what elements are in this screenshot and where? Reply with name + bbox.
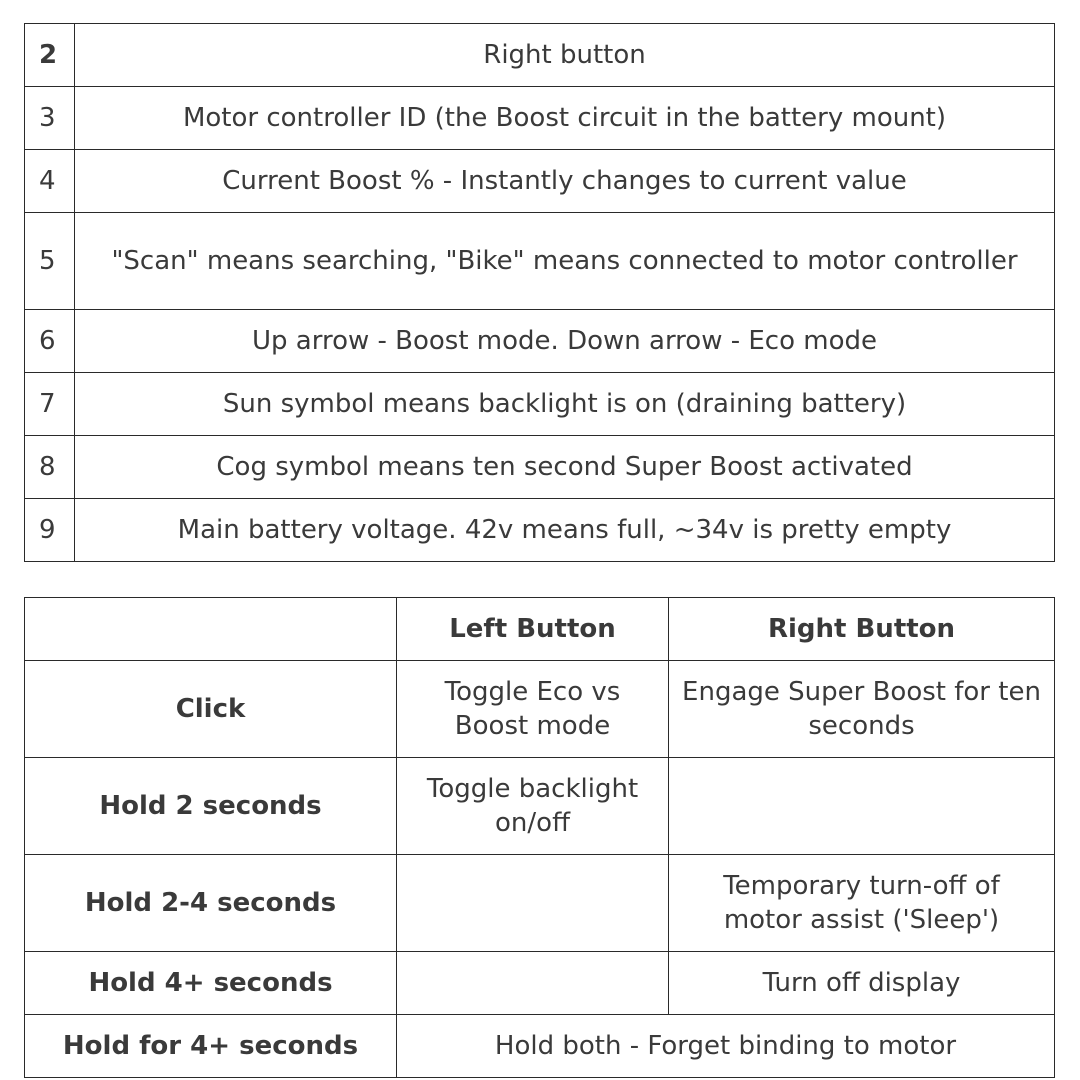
legend-description: "Scan" means searching, "Bike" means connected to motor controller: [75, 213, 1055, 310]
legend-description: Sun symbol means backlight is on (draining battery): [75, 373, 1055, 436]
action-label: Hold for 4+ seconds: [25, 1015, 397, 1078]
table-row: [25, 1015, 1055, 1078]
right-button-effect: [669, 758, 1055, 855]
action-label: Click: [25, 661, 397, 758]
header-action: [25, 598, 397, 661]
table-row: [25, 499, 1055, 562]
table-row: [25, 87, 1055, 150]
right-button-effect: Temporary turn-off of motor assist ('Sleep'): [669, 855, 1055, 952]
table-row: [25, 661, 1055, 758]
legend-description: Right button: [75, 24, 1055, 87]
legend-number: [25, 0, 75, 24]
button-actions-table: [24, 597, 1055, 1078]
legend-number: 4: [25, 150, 75, 213]
table-row: [25, 758, 1055, 855]
header-left-button: Left Button: [397, 598, 669, 661]
legend-number: 5: [25, 213, 75, 310]
legend-number: 9: [25, 499, 75, 562]
legend-description: Main battery voltage. 42v means full, ~34v is pretty empty: [75, 499, 1055, 562]
legend-number: 3: [25, 87, 75, 150]
legend-number: 8: [25, 436, 75, 499]
legend-number: 2: [25, 24, 75, 87]
action-label: Hold 2-4 seconds: [25, 855, 397, 952]
legend-description: Cog symbol means ten second Super Boost activated: [75, 436, 1055, 499]
legend-description: Current Boost % - Instantly changes to current value: [75, 150, 1055, 213]
table-row: [25, 436, 1055, 499]
left-button-effect: Toggle Eco vs Boost mode: [397, 661, 669, 758]
display-legend-table: [24, 0, 1055, 562]
legend-description: [75, 0, 1055, 24]
right-button-effect: Turn off display: [669, 952, 1055, 1015]
left-button-effect: Toggle backlight on/off: [397, 758, 669, 855]
legend-number: 6: [25, 310, 75, 373]
action-label: Hold 2 seconds: [25, 758, 397, 855]
left-button-effect: [397, 952, 669, 1015]
table-row: [25, 24, 1055, 87]
right-button-effect: Engage Super Boost for ten seconds: [669, 661, 1055, 758]
table-row: [25, 373, 1055, 436]
table-row: [25, 213, 1055, 310]
header-right-button: Right Button: [669, 598, 1055, 661]
legend-number: 7: [25, 373, 75, 436]
table-row-cut: [25, 0, 1055, 24]
table-row: [25, 150, 1055, 213]
both-buttons-effect: Hold both - Forget binding to motor: [397, 1015, 1055, 1078]
table-row: [25, 952, 1055, 1015]
legend-description: Up arrow - Boost mode. Down arrow - Eco mode: [75, 310, 1055, 373]
legend-description: Motor controller ID (the Boost circuit in the battery mount): [75, 87, 1055, 150]
table-row: [25, 310, 1055, 373]
left-button-effect: [397, 855, 669, 952]
table-header-row: [25, 598, 1055, 661]
action-label: Hold 4+ seconds: [25, 952, 397, 1015]
table-row: [25, 855, 1055, 952]
